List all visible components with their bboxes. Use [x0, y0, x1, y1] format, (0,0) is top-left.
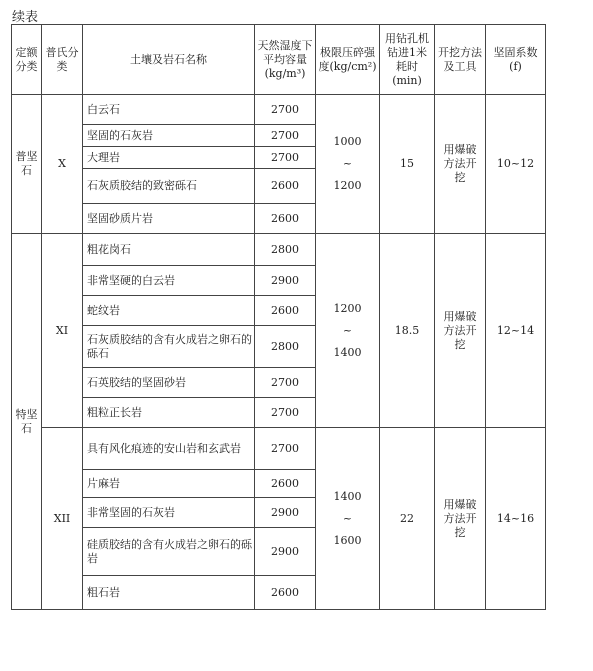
strength-sep: ~ [342, 511, 353, 525]
density-value: 2800 [255, 234, 316, 266]
density-value: 2900 [255, 528, 316, 576]
drill-time-cell: 18.5 [380, 234, 435, 428]
strength-cell [316, 234, 380, 428]
drill-time-cell: 22 [380, 428, 435, 610]
density-value: 2700 [255, 368, 316, 398]
density-value: 2800 [255, 326, 316, 368]
coef-cell: 12~14 [486, 234, 546, 428]
strength-cell [316, 95, 380, 234]
table-row [12, 428, 546, 470]
rock-name: 非常坚固的石灰岩 [83, 498, 255, 528]
rock-name: 石英胶结的坚固砂岩 [83, 368, 255, 398]
table-caption: 续表 [12, 10, 39, 25]
density-value: 2900 [255, 266, 316, 296]
class-label: 普坚石 [15, 150, 38, 177]
rock-name: 坚固的石灰岩 [83, 125, 255, 147]
density-value: 2600 [255, 576, 316, 610]
strength-sep: ~ [342, 323, 353, 337]
header-method: 开挖方法及工具 [435, 25, 486, 95]
header-density: 天然湿度下平均容量(kg/m³) [255, 25, 316, 95]
rock-name: 硅质胶结的含有火成岩之卵石的砾岩 [83, 528, 255, 576]
strength-min: 1000 [333, 135, 362, 148]
density-value: 2600 [255, 470, 316, 498]
rock-name: 非常坚硬的白云岩 [83, 266, 255, 296]
class-label: 特坚石 [15, 407, 38, 435]
density-value: 2700 [255, 125, 316, 147]
strength-min: 1200 [333, 301, 362, 315]
header-class: 定额分类 [12, 25, 42, 95]
header-row [12, 25, 546, 95]
rock-name: 粗石岩 [83, 576, 255, 610]
density-value: 2600 [255, 296, 316, 326]
density-value: 2600 [255, 204, 316, 234]
table-row [12, 234, 546, 266]
strength-cell [316, 428, 380, 610]
rock-name: 坚固砂质片岩 [83, 204, 255, 234]
header-prot: 普氏分类 [42, 25, 83, 95]
rock-name: 大理岩 [83, 147, 255, 169]
strength-max: 1400 [333, 345, 362, 359]
density-value: 2700 [255, 95, 316, 125]
class-cell-ordinary [12, 95, 42, 234]
coef-cell: 10~12 [486, 95, 546, 234]
rock-name: 粗花岗石 [83, 234, 255, 266]
strength-min: 1400 [333, 489, 362, 503]
method-cell: 用爆破方法开挖 [435, 234, 486, 428]
rock-name: 具有风化痕迹的安山岩和玄武岩 [83, 428, 255, 470]
density-value: 2700 [255, 147, 316, 169]
rock-name: 粗粒正长岩 [83, 398, 255, 428]
header-name: 土壤及岩石名称 [83, 25, 255, 95]
density-value: 2600 [255, 169, 316, 204]
density-value: 2700 [255, 428, 316, 470]
header-strength: 极限压碎强度(kg/cm²) [316, 25, 380, 95]
method-cell: 用爆破方法开挖 [435, 95, 486, 234]
table-row [12, 95, 546, 125]
header-drill: 用钻孔机钻进1米耗时(min) [380, 25, 435, 95]
prot-cell: XII [42, 428, 83, 610]
rock-name: 石灰质胶结的致密砾石 [83, 169, 255, 204]
prot-cell: XI [42, 234, 83, 428]
rock-name: 白云石 [83, 95, 255, 125]
rock-name: 蛇纹岩 [83, 296, 255, 326]
method-cell: 用爆破方法开挖 [435, 428, 486, 610]
density-value: 2900 [255, 498, 316, 528]
rock-name: 片麻岩 [83, 470, 255, 498]
drill-time-cell: 15 [380, 95, 435, 234]
strength-max: 1200 [333, 179, 362, 192]
header-coef: 坚固系数(f) [486, 25, 546, 95]
coef-cell: 14~16 [486, 428, 546, 610]
rock-name: 石灰质胶结的含有火成岩之卵石的砾石 [83, 326, 255, 368]
prot-cell: X [42, 95, 83, 234]
rock-classification-table [11, 24, 546, 610]
strength-sep: ~ [342, 157, 353, 170]
class-cell-special [12, 234, 42, 610]
strength-max: 1600 [333, 533, 362, 547]
density-value: 2700 [255, 398, 316, 428]
